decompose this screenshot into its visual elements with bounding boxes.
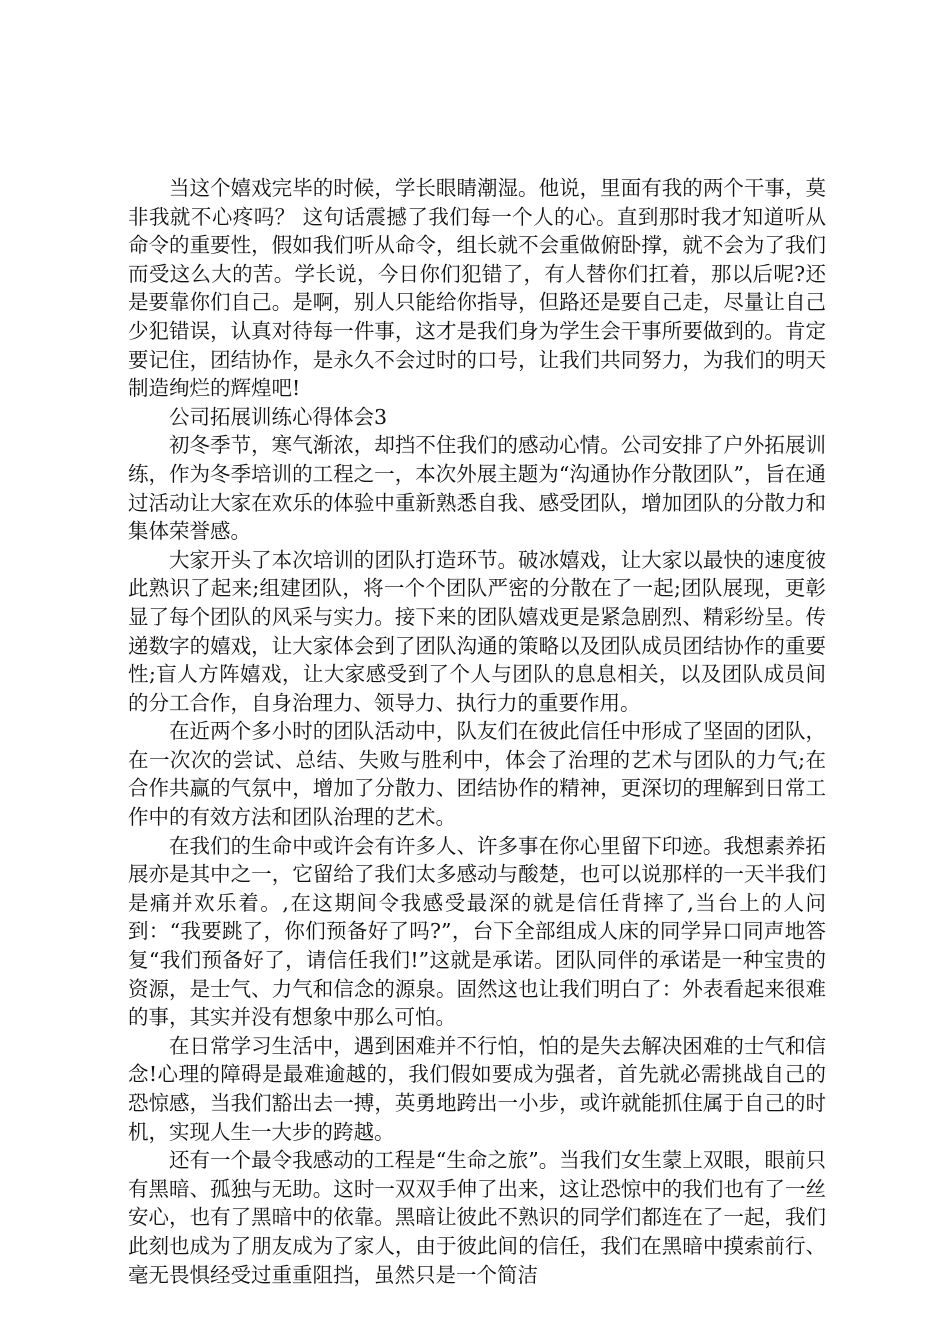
paragraph-overcoming-fear: 在日常学习生活中，遇到困难并不行怕，怕的是失去解决困难的士气和信念!心理的障碍是最难逾越的，我们假如要成为强者，首先就必需挑战自己的恐惊感，当我们豁出去一搏，英勇地跨出一小步，或许就能抓住属于自己的时机，实现人生一大步的跨越。 (128, 1033, 826, 1144)
paragraph-ending-first-story: 当这个嬉戏完毕的时候，学长眼睛潮湿。他说，里面有我的两个干事，莫非我就不心疼吗？ 这句话震撼了我们每一个人的心。直到那时我才知道听从命令的重要性，假如我们听从命令，组长就不会重做俯卧撑，就不会为了我们而受这么大的苦。学长说，今日你们犯错了，有人替你们扛着，那以后呢?还是要靠你们自己。是啊，别人只能给你指导，但路还是要自己走，尽量让自己少犯错误，认真对待每一件事，这才是我们身为学生会干事所要做到的。肯定要记住，团结协作，是永久不会过时的口号，让我们共同努力，为我们的明天制造绚烂的辉煌吧! (128, 176, 826, 401)
paragraph-team-activity: 在近两个多小时的团队活动中，队友们在彼此信任中形成了坚固的团队，在一次次的尝试、总结、失败与胜利中，体会了治理的艺术与团队的力气;在合作共赢的气氛中，增加了分散力、团结协作的精神，更深切的理解到日常工作中的有效方法和团队治理的艺术。 (128, 719, 826, 830)
paragraph-intro: 初冬季节，寒气渐浓，却挡不住我们的感动心情。公司安排了户外拓展训练，作为冬季培训的工程之一，本次外展主题为“沟通协作分散团队”，旨在通过活动让大家在欢乐的体验中重新熟悉自我、感受团队，增加团队的分散力和集体荣誉感。 (128, 433, 826, 544)
document-body (128, 174, 826, 1289)
section-heading: 公司拓展训练心得体会3 (169, 404, 388, 429)
paragraph-trust-fall: 在我们的生命中或许会有许多人、许多事在你心里留下印迹。我想素养拓展亦是其中之一，它留给了我们太多感动与酸楚，也可以说那样的一天半我们是痛并欢乐着。,在这期间令我感受最深的就是信任背摔了,当台上的人问到：“我要跳了，你们预备好了吗?”，台下全部组成人床的同学异口同声地答复“我们预备好了，请信任我们!”这就是承诺。团队同伴的承诺是一种宝贵的资源，是士气、力气和信念的源泉。固然这也让我们明白了：外表看起来很难的事，其实并没有想象中那么可怕。 (128, 833, 826, 1030)
paragraph-life-journey: 还有一个最令我感动的工程是“生命之旅”。当我们女生蒙上双眼，眼前只有黑暗、孤独与无助。这时一双双手伸了出来，这让恐惊中的我们也有了一丝安心，也有了黑暗中的依靠。黑暗让彼此不熟识的同学们都连在了一起，我们此刻也成为了朋友成为了家人，由于彼此间的信任，我们在黑暗中摸索前行、毫无畏惧经受过重重阻挡，虽然只是一个简洁 (128, 1148, 826, 1287)
paragraph-team-building: 大家开头了本次培训的团队打造环节。破冰嬉戏，让大家以最快的速度彼此熟识了起来;组建团队，将一个个团队严密的分散在了一起;团队展现，更彰显了每个团队的风采与实力。接下来的团队嬉戏更是紧急剧烈、精彩纷呈。传递数字的嬉戏，让大家体会到了团队沟通的策略以及团队成员团结协作的重要性;盲人方阵嬉戏，让大家感受到了个人与团队的息息相关，以及团队成员间的分工合作，自身治理力、领导力、执行力的重要作用。 (128, 547, 826, 715)
